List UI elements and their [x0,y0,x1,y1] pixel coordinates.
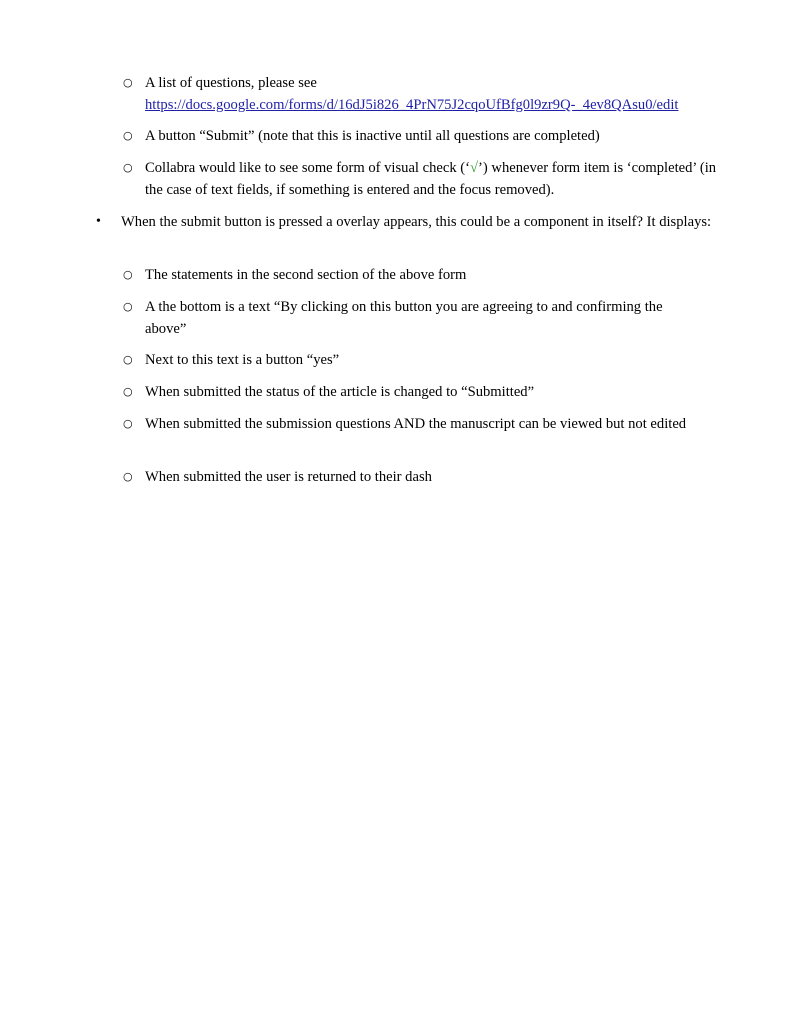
hollow-circle-bullet-icon: ○ [123,353,133,366]
hollow-circle-bullet-icon: ○ [123,417,133,430]
text-segment: ’) whenever form item is ‘completed’ (in the case of text fields, if something is entered and the focus removed). [145,160,717,198]
list-item-text: A button “Submit” (note that this is inactive until all questions are completed) [145,128,600,144]
check-mark-icon: √ [470,160,479,176]
list-item-text [145,157,725,201]
list-item-text: A the bottom is a text “By clicking on this button you are agreeing to and confirming the above” [145,299,663,337]
list-item-text [145,72,725,116]
hollow-circle-bullet-icon: ○ [123,76,133,89]
hollow-circle-bullet-icon: ○ [123,385,133,398]
list-item-text: The statements in the second section of the above form [145,267,467,283]
solid-bullet-icon: • [96,214,101,229]
hollow-circle-bullet-icon: ○ [123,268,133,281]
google-form-link[interactable]: https://docs.google.com/forms/d/16dJ5i826_4PrN75J2cqoUfBfg0l9zr9Q-_4ev8QAsu0/edit [145,97,679,113]
list-item-text: Next to this text is a button “yes” [145,352,340,368]
list-item-text: When the submit button is pressed a overlay appears, this could be a component in itself? It displays: [121,214,712,230]
text-segment: Collabra would like to see some form of visual check (‘ [145,160,471,176]
hollow-circle-bullet-icon: ○ [123,129,133,142]
list-item-text: When submitted the user is returned to their dash [145,469,432,485]
hollow-circle-bullet-icon: ○ [123,161,133,174]
list-item-text: When submitted the submission questions AND the manuscript can be viewed but not edited [145,416,687,432]
hollow-circle-bullet-icon: ○ [123,300,133,313]
list-item-text: When submitted the status of the article is changed to “Submitted” [145,384,535,400]
list-item-line: A list of questions, please see [145,75,317,91]
hollow-circle-bullet-icon: ○ [123,470,133,483]
